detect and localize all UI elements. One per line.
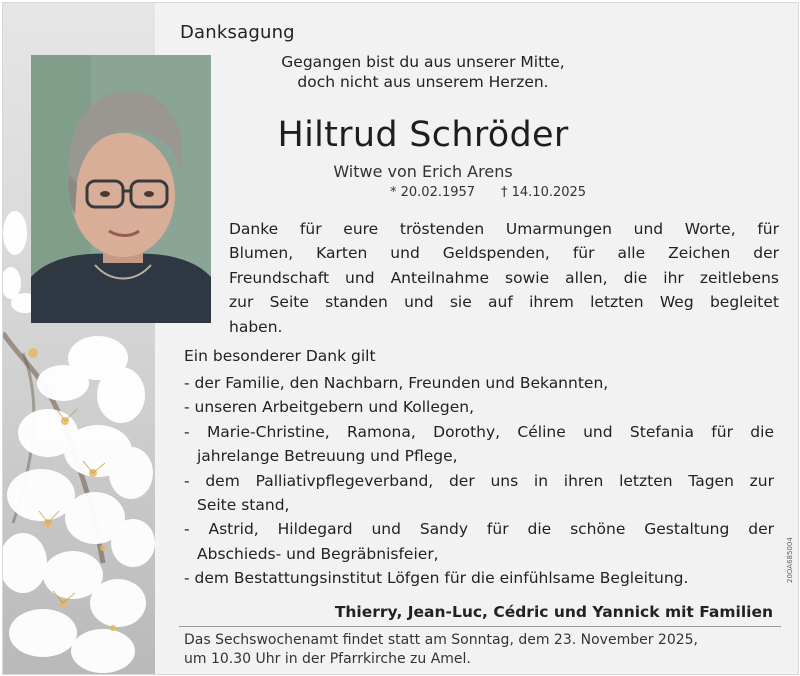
divider	[179, 626, 781, 627]
list-item-continuation: Seite stand,	[197, 496, 290, 515]
mass-notice-line-1: Das Sechswochenamt findet statt am Sonntag, dem 23. November 2025,	[184, 632, 699, 648]
reference-code: 20OA685004	[786, 537, 794, 583]
list-item	[184, 395, 774, 419]
list-item-line: - Marie-Christine, Ramona, Dorothy, Céline und Stefania für die	[184, 422, 774, 441]
list-item	[184, 469, 774, 518]
special-thanks-intro: Ein besonderer Dank gilt	[184, 347, 376, 365]
relation-line: Witwe von Erich Arens	[333, 162, 513, 181]
thanks-line: Freundschaft und Anteilnahme sowie allen, die ihr zeitlebens	[229, 268, 779, 287]
thanks-line: Blumen, Karten und Geldspenden, für alle Zeichen der	[229, 244, 779, 263]
list-item-continuation: Abschieds- und Begräbnisfeier,	[197, 544, 439, 563]
list-item-line: - der Familie, den Nachbarn, Freunden und Bekannten,	[184, 374, 609, 392]
heading: Danksagung	[180, 22, 295, 43]
list-item-line: - dem Palliativpflegeverband, der uns in ihren letzten Tagen zur	[184, 471, 774, 490]
thanks-line: zur Seite standen und sie auf ihrem letzten Weg begleitet	[229, 293, 779, 312]
list-item	[184, 566, 774, 590]
portrait-illustration	[31, 55, 211, 323]
list-item	[184, 517, 774, 566]
list-item-line: - unseren Arbeitgebern und Kollegen,	[184, 398, 474, 417]
obituary-card	[2, 2, 799, 675]
thanks-paragraph	[229, 217, 779, 339]
signature: Thierry, Jean-Luc, Cédric und Yannick mit Familien	[334, 603, 773, 621]
death-date: † 14.10.2025	[501, 185, 587, 200]
list-item-line: - dem Bestattungsinstitut Löfgen für die einfühlsame Begleitung.	[184, 569, 689, 588]
quote-line-1: Gegangen bist du aus unserer Mitte,	[281, 53, 565, 71]
deceased-name: Hiltrud Schröder	[277, 115, 569, 155]
list-item-line: - Astrid, Hildegard und Sandy für die schöne Gestaltung der	[184, 520, 774, 539]
quote-line-2: doch nicht aus unserem Herzen.	[297, 73, 549, 91]
birth-date: * 20.02.1957	[390, 185, 476, 200]
mass-notice-line-2: um 10.30 Uhr in der Pfarrkirche zu Amel.	[184, 651, 471, 667]
list-item	[184, 371, 774, 395]
list-item	[184, 420, 774, 469]
special-thanks-list	[184, 371, 774, 591]
list-item-continuation: jahrelange Betreuung und Pflege,	[197, 447, 458, 466]
portrait-photo	[31, 55, 211, 323]
thanks-line: haben.	[229, 317, 283, 336]
thanks-line: Danke für eure tröstenden Umarmungen und Worte, für	[229, 220, 779, 238]
